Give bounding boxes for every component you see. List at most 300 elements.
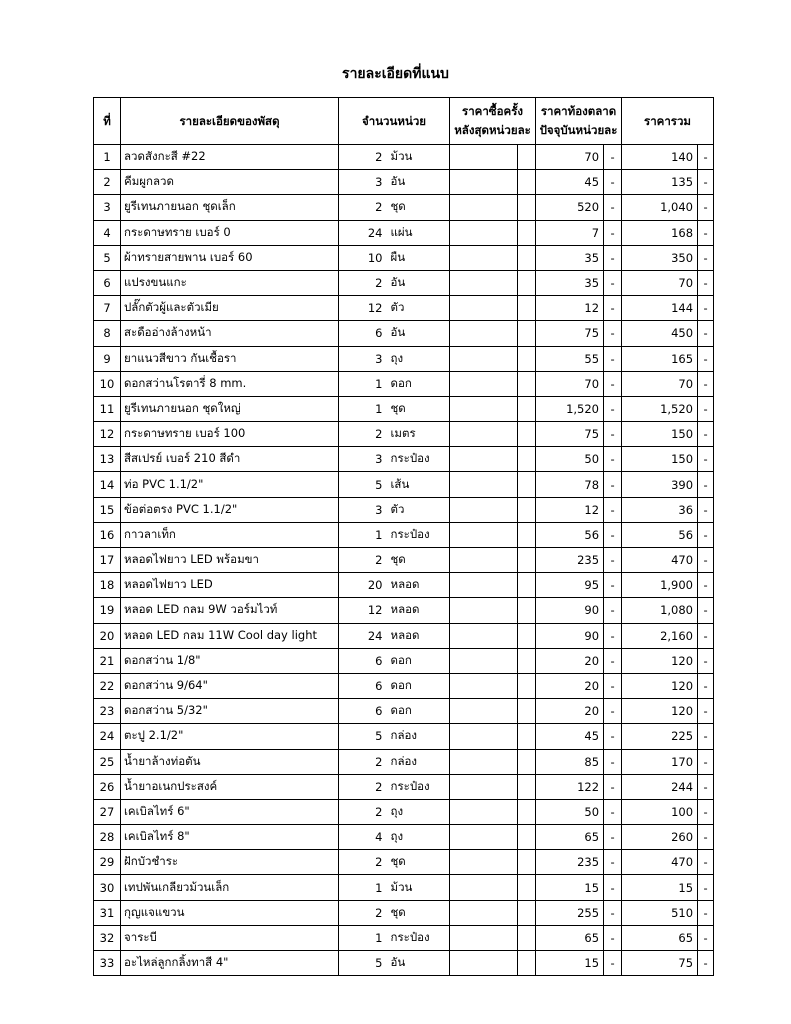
row-total: 120 (622, 699, 698, 724)
row-total-dash: - (698, 724, 714, 749)
row-qty: 3 (339, 497, 387, 522)
row-qty: 1 (339, 522, 387, 547)
table-row (94, 497, 714, 522)
row-no: 32 (94, 925, 121, 950)
row-unit: ตัว (387, 497, 450, 522)
row-last-price (450, 598, 518, 623)
row-no: 11 (94, 396, 121, 421)
row-item: เคเบิลไทร์ 8" (121, 825, 339, 850)
row-total: 165 (622, 346, 698, 371)
row-item: อะไหล่ลูกกลิ้งทาสี 4" (121, 951, 339, 976)
row-total: 140 (622, 145, 698, 170)
row-market-price: 235 (536, 850, 604, 875)
table-row (94, 799, 714, 824)
row-item: ดอกสว่าน 5/32" (121, 699, 339, 724)
row-item: ผ้าทรายสายพาน เบอร์ 60 (121, 245, 339, 270)
row-total: 1,040 (622, 195, 698, 220)
row-unit: กล่อง (387, 749, 450, 774)
row-qty: 5 (339, 724, 387, 749)
row-total: 150 (622, 447, 698, 472)
row-market-price-dash: - (604, 699, 622, 724)
row-last-price (450, 699, 518, 724)
table-row (94, 296, 714, 321)
row-item: น้ำยาอเนกประสงค์ (121, 774, 339, 799)
row-qty: 2 (339, 422, 387, 447)
row-last-price (450, 648, 518, 673)
row-total-dash: - (698, 396, 714, 421)
table-row (94, 220, 714, 245)
row-market-price: 90 (536, 598, 604, 623)
row-total-dash: - (698, 170, 714, 195)
table-row (94, 951, 714, 976)
row-qty: 3 (339, 170, 387, 195)
row-total-dash: - (698, 371, 714, 396)
row-market-price: 45 (536, 724, 604, 749)
table-row (94, 245, 714, 270)
row-total: 260 (622, 825, 698, 850)
row-no: 3 (94, 195, 121, 220)
row-market-price: 15 (536, 951, 604, 976)
row-market-price-dash: - (604, 472, 622, 497)
row-no: 5 (94, 245, 121, 270)
table-row (94, 850, 714, 875)
row-last-price-dash (518, 799, 536, 824)
row-unit: ถุง (387, 346, 450, 371)
row-total: 1,900 (622, 573, 698, 598)
row-qty: 1 (339, 925, 387, 950)
row-last-price-dash (518, 875, 536, 900)
row-market-price-dash: - (604, 774, 622, 799)
row-total-dash: - (698, 799, 714, 824)
row-no: 17 (94, 548, 121, 573)
row-market-price: 65 (536, 925, 604, 950)
table-row (94, 825, 714, 850)
row-total: 100 (622, 799, 698, 824)
row-last-price (450, 296, 518, 321)
row-unit: ชุด (387, 195, 450, 220)
row-qty: 2 (339, 900, 387, 925)
row-last-price-dash (518, 170, 536, 195)
header-market-price (536, 98, 622, 145)
row-no: 1 (94, 145, 121, 170)
row-qty: 2 (339, 749, 387, 774)
row-last-price-dash (518, 346, 536, 371)
row-market-price-dash: - (604, 522, 622, 547)
row-last-price (450, 925, 518, 950)
row-last-price (450, 346, 518, 371)
row-item: สะดืออ่างล้างหน้า (121, 321, 339, 346)
row-qty: 6 (339, 699, 387, 724)
row-total-dash: - (698, 573, 714, 598)
row-unit: ชุด (387, 900, 450, 925)
row-unit: ถุง (387, 825, 450, 850)
row-qty: 20 (339, 573, 387, 598)
row-item: หลอด LED กลม 9W วอร์มไวท์ (121, 598, 339, 623)
row-market-price: 56 (536, 522, 604, 547)
row-total-dash: - (698, 321, 714, 346)
row-last-price (450, 850, 518, 875)
row-total-dash: - (698, 497, 714, 522)
row-item: แปรงขนแกะ (121, 270, 339, 295)
row-market-price: 7 (536, 220, 604, 245)
row-item: ยาแนวสีขาว กันเชื้อรา (121, 346, 339, 371)
row-no: 21 (94, 648, 121, 673)
row-item: หลอด LED กลม 11W Cool day light (121, 623, 339, 648)
row-item: ลวดสังกะสี #22 (121, 145, 339, 170)
table-row (94, 875, 714, 900)
row-no: 24 (94, 724, 121, 749)
table-row (94, 321, 714, 346)
row-market-price: 122 (536, 774, 604, 799)
table-row (94, 598, 714, 623)
row-no: 16 (94, 522, 121, 547)
row-qty: 1 (339, 396, 387, 421)
row-qty: 24 (339, 623, 387, 648)
header-last-price-line2: หลังสุดหน่วยละ (454, 123, 531, 137)
row-market-price-dash: - (604, 220, 622, 245)
row-market-price: 85 (536, 749, 604, 774)
row-last-price-dash (518, 296, 536, 321)
row-last-price-dash (518, 472, 536, 497)
row-market-price-dash: - (604, 195, 622, 220)
row-item: ยูรีเทนภายนอก ชุดเล็ก (121, 195, 339, 220)
row-last-price-dash (518, 522, 536, 547)
row-market-price: 20 (536, 648, 604, 673)
row-last-price (450, 900, 518, 925)
row-total: 144 (622, 296, 698, 321)
row-market-price: 12 (536, 497, 604, 522)
row-last-price (450, 195, 518, 220)
row-total: 1,080 (622, 598, 698, 623)
row-total-dash: - (698, 699, 714, 724)
row-total: 120 (622, 673, 698, 698)
row-last-price-dash (518, 598, 536, 623)
row-item: น้ำยาล้างท่อตัน (121, 749, 339, 774)
row-total: 244 (622, 774, 698, 799)
row-market-price-dash: - (604, 548, 622, 573)
row-market-price: 75 (536, 422, 604, 447)
row-last-price-dash (518, 548, 536, 573)
row-qty: 1 (339, 371, 387, 396)
table-row (94, 900, 714, 925)
row-last-price-dash (518, 825, 536, 850)
row-last-price (450, 270, 518, 295)
row-last-price (450, 724, 518, 749)
header-quantity-unit: จำนวนหน่วย (339, 98, 450, 145)
row-total-dash: - (698, 270, 714, 295)
row-total: 75 (622, 951, 698, 976)
table-row (94, 472, 714, 497)
row-market-price-dash: - (604, 296, 622, 321)
row-no: 9 (94, 346, 121, 371)
row-total: 168 (622, 220, 698, 245)
row-last-price-dash (518, 447, 536, 472)
row-unit: กระป๋อง (387, 522, 450, 547)
row-last-price-dash (518, 900, 536, 925)
row-qty: 2 (339, 850, 387, 875)
row-market-price-dash: - (604, 623, 622, 648)
row-market-price-dash: - (604, 825, 622, 850)
row-market-price-dash: - (604, 346, 622, 371)
row-item: ดอกสว่าน 1/8" (121, 648, 339, 673)
row-total: 225 (622, 724, 698, 749)
row-total-dash: - (698, 296, 714, 321)
row-unit: ผืน (387, 245, 450, 270)
row-last-price (450, 447, 518, 472)
row-total-dash: - (698, 951, 714, 976)
row-market-price: 70 (536, 371, 604, 396)
row-market-price: 70 (536, 145, 604, 170)
header-market-price-line1: ราคาท้องตลาด (540, 104, 617, 118)
document-title: รายละเอียดที่แนบ (342, 66, 449, 82)
row-market-price-dash: - (604, 270, 622, 295)
row-qty: 2 (339, 548, 387, 573)
row-unit: อัน (387, 951, 450, 976)
table-row (94, 699, 714, 724)
header-last-price-line1: ราคาซื้อครั้ง (462, 104, 523, 118)
row-item: สีสเปรย์ เบอร์ 210 สีดำ (121, 447, 339, 472)
row-no: 13 (94, 447, 121, 472)
row-unit: กระป๋อง (387, 925, 450, 950)
row-total: 120 (622, 648, 698, 673)
row-market-price-dash: - (604, 673, 622, 698)
row-last-price (450, 170, 518, 195)
row-last-price (450, 825, 518, 850)
row-unit: เส้น (387, 472, 450, 497)
row-last-price-dash (518, 195, 536, 220)
row-unit: หลอด (387, 623, 450, 648)
row-last-price (450, 472, 518, 497)
row-unit: ชุด (387, 850, 450, 875)
row-total-dash: - (698, 825, 714, 850)
row-last-price-dash (518, 749, 536, 774)
row-last-price (450, 623, 518, 648)
row-last-price-dash (518, 245, 536, 270)
row-last-price (450, 875, 518, 900)
row-qty: 3 (339, 447, 387, 472)
row-last-price (450, 321, 518, 346)
table-row (94, 522, 714, 547)
row-total: 170 (622, 749, 698, 774)
row-market-price-dash: - (604, 799, 622, 824)
row-last-price-dash (518, 699, 536, 724)
table-row (94, 673, 714, 698)
row-total-dash: - (698, 900, 714, 925)
header-total: ราคารวม (622, 98, 714, 145)
row-no: 10 (94, 371, 121, 396)
row-total: 450 (622, 321, 698, 346)
row-item: ตะปู 2.1/2" (121, 724, 339, 749)
row-last-price (450, 396, 518, 421)
row-total: 65 (622, 925, 698, 950)
row-unit: ม้วน (387, 145, 450, 170)
row-unit: ดอก (387, 648, 450, 673)
table-row (94, 396, 714, 421)
row-last-price (450, 245, 518, 270)
row-total-dash: - (698, 648, 714, 673)
row-item: ยูรีเทนภายนอก ชุดใหญ่ (121, 396, 339, 421)
row-market-price-dash: - (604, 875, 622, 900)
row-qty: 2 (339, 774, 387, 799)
table-row (94, 195, 714, 220)
row-market-price-dash: - (604, 396, 622, 421)
row-item: หลอดไฟยาว LED (121, 573, 339, 598)
row-market-price-dash: - (604, 145, 622, 170)
row-no: 26 (94, 774, 121, 799)
row-item: กุญแจแขวน (121, 900, 339, 925)
row-total-dash: - (698, 447, 714, 472)
row-no: 23 (94, 699, 121, 724)
row-no: 29 (94, 850, 121, 875)
row-last-price (450, 422, 518, 447)
row-no: 7 (94, 296, 121, 321)
row-total-dash: - (698, 522, 714, 547)
row-total: 1,520 (622, 396, 698, 421)
row-total: 2,160 (622, 623, 698, 648)
row-market-price: 75 (536, 321, 604, 346)
row-qty: 2 (339, 799, 387, 824)
row-no: 27 (94, 799, 121, 824)
row-last-price-dash (518, 850, 536, 875)
row-market-price: 65 (536, 825, 604, 850)
row-unit: กล่อง (387, 724, 450, 749)
row-total: 36 (622, 497, 698, 522)
table-row (94, 422, 714, 447)
row-qty: 5 (339, 951, 387, 976)
row-market-price-dash: - (604, 422, 622, 447)
row-total-dash: - (698, 774, 714, 799)
row-total: 135 (622, 170, 698, 195)
row-unit: ตัว (387, 296, 450, 321)
row-total: 15 (622, 875, 698, 900)
row-unit: กระป๋อง (387, 774, 450, 799)
row-total-dash: - (698, 346, 714, 371)
row-last-price (450, 220, 518, 245)
row-market-price: 12 (536, 296, 604, 321)
row-qty: 6 (339, 673, 387, 698)
row-unit: แผ่น (387, 220, 450, 245)
row-last-price (450, 371, 518, 396)
row-market-price: 15 (536, 875, 604, 900)
row-market-price: 35 (536, 245, 604, 270)
header-description: รายละเอียดของพัสดุ (121, 98, 339, 145)
row-no: 22 (94, 673, 121, 698)
row-market-price: 55 (536, 346, 604, 371)
row-last-price (450, 799, 518, 824)
row-total-dash: - (698, 195, 714, 220)
table-row (94, 270, 714, 295)
row-item: เคเบิลไทร์ 6" (121, 799, 339, 824)
row-no: 12 (94, 422, 121, 447)
row-last-price-dash (518, 145, 536, 170)
row-qty: 5 (339, 472, 387, 497)
row-market-price-dash: - (604, 598, 622, 623)
table-body (94, 145, 714, 976)
row-last-price (450, 673, 518, 698)
row-item: กาวลาเท็ก (121, 522, 339, 547)
row-total-dash: - (698, 220, 714, 245)
row-market-price-dash: - (604, 951, 622, 976)
row-total-dash: - (698, 673, 714, 698)
table-row (94, 573, 714, 598)
row-no: 15 (94, 497, 121, 522)
row-item: ปลั๊กตัวผู้และตัวเมีย (121, 296, 339, 321)
row-last-price (450, 749, 518, 774)
row-total-dash: - (698, 245, 714, 270)
row-last-price (450, 548, 518, 573)
row-market-price-dash: - (604, 925, 622, 950)
row-total: 150 (622, 422, 698, 447)
row-market-price-dash: - (604, 245, 622, 270)
row-last-price (450, 145, 518, 170)
row-unit: ชุด (387, 396, 450, 421)
row-unit: ถุง (387, 799, 450, 824)
row-total: 390 (622, 472, 698, 497)
row-total-dash: - (698, 145, 714, 170)
row-last-price-dash (518, 774, 536, 799)
row-qty: 3 (339, 346, 387, 371)
row-unit: ดอก (387, 699, 450, 724)
row-no: 18 (94, 573, 121, 598)
header-last-price (450, 98, 536, 145)
row-no: 30 (94, 875, 121, 900)
row-item: กระดาษทราย เบอร์ 0 (121, 220, 339, 245)
header-market-price-line2: ปัจจุบันหน่วยละ (539, 123, 618, 137)
row-unit: อัน (387, 321, 450, 346)
row-market-price-dash: - (604, 648, 622, 673)
row-qty: 24 (339, 220, 387, 245)
row-market-price: 95 (536, 573, 604, 598)
row-qty: 2 (339, 270, 387, 295)
row-market-price: 50 (536, 447, 604, 472)
row-no: 25 (94, 749, 121, 774)
row-total: 470 (622, 850, 698, 875)
row-last-price (450, 522, 518, 547)
row-unit: หลอด (387, 598, 450, 623)
row-total: 510 (622, 900, 698, 925)
row-item: กระดาษทราย เบอร์ 100 (121, 422, 339, 447)
row-market-price-dash: - (604, 900, 622, 925)
row-total-dash: - (698, 925, 714, 950)
row-market-price-dash: - (604, 447, 622, 472)
table-row (94, 648, 714, 673)
row-qty: 6 (339, 321, 387, 346)
table-row (94, 346, 714, 371)
row-no: 31 (94, 900, 121, 925)
row-item: ดอกสว่าน 9/64" (121, 673, 339, 698)
row-last-price-dash (518, 396, 536, 421)
row-market-price-dash: - (604, 497, 622, 522)
header-no: ที่ (94, 98, 121, 145)
row-last-price-dash (518, 648, 536, 673)
row-no: 20 (94, 623, 121, 648)
row-unit: กระป๋อง (387, 447, 450, 472)
table-row (94, 724, 714, 749)
row-unit: อัน (387, 270, 450, 295)
row-last-price-dash (518, 321, 536, 346)
row-unit: ชุด (387, 548, 450, 573)
row-item: เทปพันเกลียวม้วนเล็ก (121, 875, 339, 900)
row-qty: 10 (339, 245, 387, 270)
table-row (94, 774, 714, 799)
row-unit: อัน (387, 170, 450, 195)
table-row (94, 170, 714, 195)
row-unit: หลอด (387, 573, 450, 598)
row-qty: 1 (339, 875, 387, 900)
row-last-price-dash (518, 925, 536, 950)
row-last-price-dash (518, 422, 536, 447)
row-unit: ดอก (387, 673, 450, 698)
